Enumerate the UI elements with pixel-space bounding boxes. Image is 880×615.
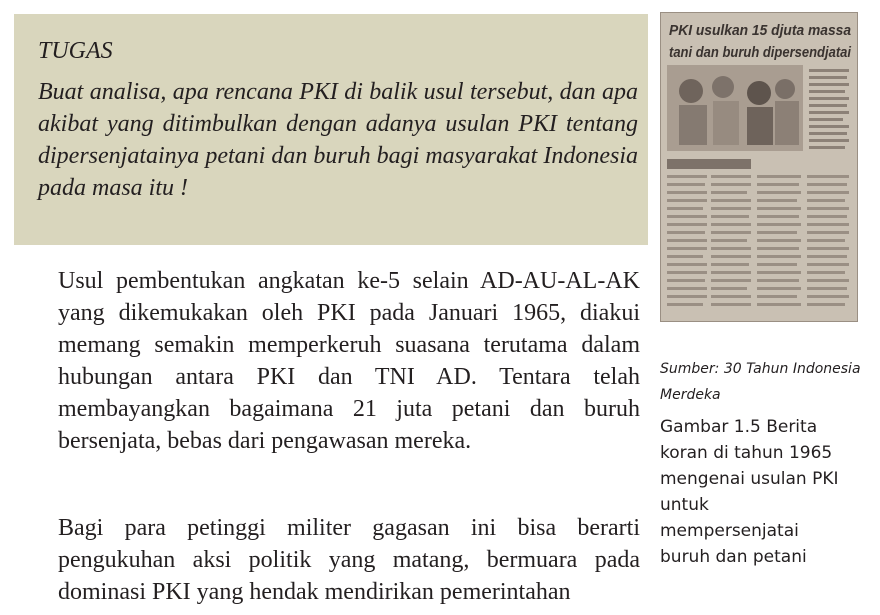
newspaper-clipping-image (660, 12, 858, 322)
newspaper-headline-2: tani dan buruh dipersendjatai (669, 44, 852, 61)
task-title: TUGAS (38, 38, 113, 64)
figure-caption: Gambar 1.5 Berita koran di tahun 1965 mengenai usulan PKI untuk mempersenjatai buruh dan petani (660, 417, 839, 567)
body-paragraph-2: Bagi para petinggi militer gagasan ini bisa berarti pengukuhan aksi politik yang matang, bermuara pada dominasi PKI yang hendak mendirikan pemerintahan (58, 515, 640, 605)
task-box (14, 14, 648, 245)
body-paragraph-1: Usul pembentukan angkatan ke-5 selain AD-AU-AL-AK yang dikemukakan oleh PKI pada Januari 1965, diakui memang semakin memperkeruh suasana terutama dalam hubungan antara PKI dan TNI AD. Tentara telah membayangkan bagaimana 21 juta petani dan buruh bersenjata, bebas dari pengawasan mereka. (58, 268, 640, 454)
newspaper-headline-1: PKI usulkan 15 djuta massa (669, 22, 851, 39)
figure-source: Sumber: 30 Tahun Indonesia Merdeka (660, 361, 861, 403)
task-text: Buat analisa, apa rencana PKI di balik usul tersebut, dan apa akibat yang ditimbulkan dengan adanya usulan PKI tentang dipersenjatainya petani dan buruh bagi masyarakat Indonesia pada masa itu ! (38, 79, 638, 201)
